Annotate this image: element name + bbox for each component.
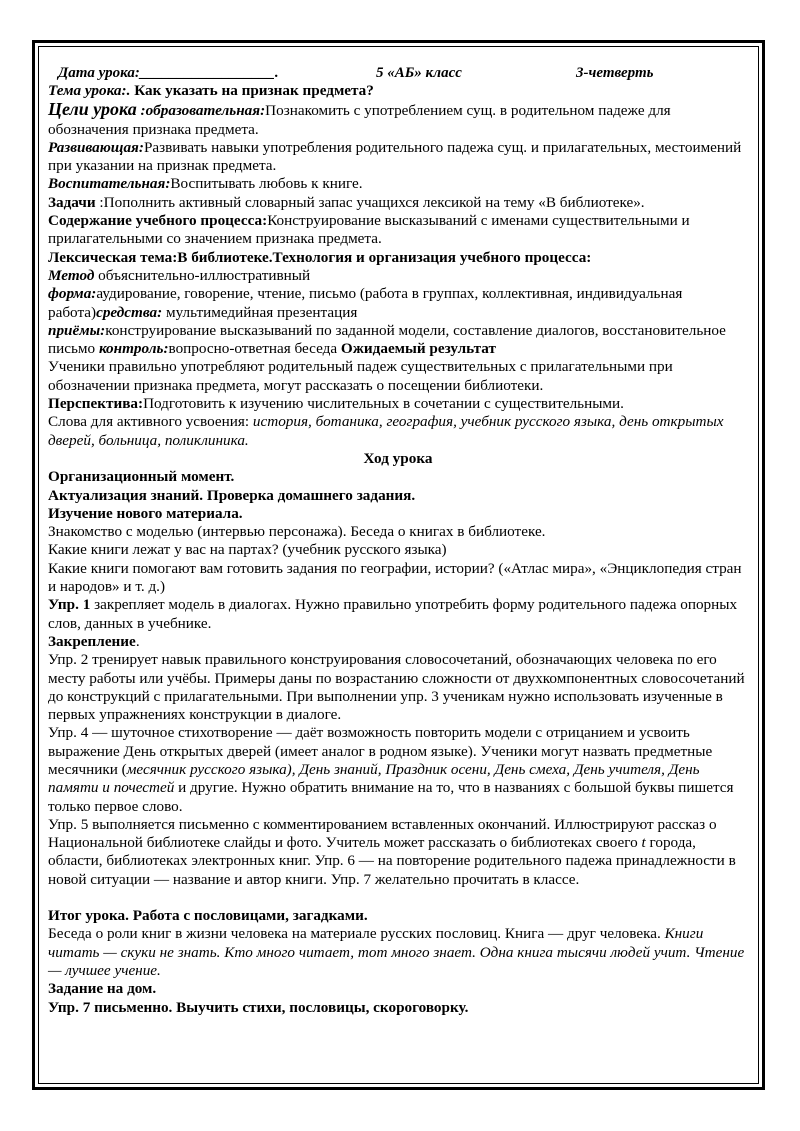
lesson-form: форма:аудирование, говорение, чтение, письмо (работа в группах, коллективная, индивидуальная работа)средства: мультимедийная презентация [48,285,683,321]
educational-goal: Воспитательная:Воспитывать любовь к книге. [48,175,363,193]
new-material-line: Знакомство с моделью (интервью персонажа). Беседа о книгах в библиотеке. [48,523,546,541]
exercise-4: Упр. 4 — шуточное стихотворение — даёт возможность повторить модели с отрицанием и усвоить выражение День открытых дверей (имеет аналог в родном языке). Ученики могут назвать предметные месячники (месячник русского языка), День знаний, Праздник осени, День смеха, День учителя, День памяти и почестей и другие. Нужно обратить внимание на то, что в названиях с большой буквы пишется только первое слово. [48,724,734,815]
lexical-topic: Лексическая тема:В библиотеке.Технология и организация учебного процесса: [48,248,592,266]
new-material-line: Какие книги помогают вам готовить задания по географии, истории? («Атлас мира», «Энциклопедия стран и народов» и т. д.) [48,559,742,596]
lesson-goals: Цели урока :образовательная:Познакомить с употреблением сущ. в родительном падеже для обозначения признака предмета. [48,99,671,138]
lesson-method: Метод объяснительно-иллюстративный [48,266,311,284]
exercise-2: Упр. 2 тренирует навык правильного конструирования словосочетаний, обозначающих человека по его месту работы или учёбы. Примеры даны по возрастанию сложности от двухкомпонентных словосочетаний до конструкций с прилагательными. При выполнении упр. 3 ученикам нужно использовать изученные в первых упражнениях конструкции в диалоге. [48,651,745,724]
exercise-1: Упр. 1 закрепляет модель в диалогах. Нужно правильно употребить форму родительного падежа опорных слов, данных в учебнике. [48,596,738,632]
lesson-header [48,62,748,82]
proverbs: Беседа о роли книг в жизни человека на материале русских пословиц. Книга — друг человека. Книги читать — скуки не знать. Кто много читает, тот много знает. Одна книга тысячи людей учит. Чтение — лучшее учение. [48,925,745,979]
org-moment: Организационный момент. [48,468,235,486]
perspective: Перспектива:Подготовить к изучению числительных в сочетании с существительными. [48,395,624,413]
lesson-date: Дата урока:__________________. [58,65,279,81]
lesson-techniques: приёмы:конструирование высказываний по заданной модели, составление диалогов, восстановительное письмо контроль:вопросно-ответная беседа Ожидаемый результат [48,321,726,358]
spacer [48,889,748,907]
consolidation-heading: Закрепление. [48,632,140,650]
new-material-line: Какие книги лежат у вас на партах? (учебник русского языка) [48,541,447,559]
lesson-class: 5 «АБ» класс [376,65,462,81]
homework-text: Упр. 7 письменно. Выучить стихи, пословицы, скороговорку. [48,998,469,1016]
lesson-tasks: Задачи :Пополнить активный словарный запас учащихся лексикой на тему «В библиотеке». [48,193,645,211]
developing-goal: Развивающая:Развивать навыки употребления родительного падежа сущ. и прилагательных, местоимений при указании на признак предмета. [48,138,742,175]
lesson-course-title: Ход урока [363,449,433,467]
content-process: Содержание учебного процесса:Конструирование высказываний с именами существительными и прилагательными со значением признака предмета. [48,212,690,248]
actualization: Актуализация знаний. Проверка домашнего задания. [48,486,416,504]
active-words: Слова для активного усвоения: история, ботаника, география, учебник русского языка, день открытых дверей, больница, поликлиника. [48,413,724,449]
lesson-plan [48,62,748,1017]
homework-heading: Задание на дом. [48,980,157,998]
expected-result: Ученики правильно употребляют родительный падеж существительных с прилагательными при обозначении признака предмета, могут рассказать о посещении библиотеки. [48,358,673,394]
new-material-heading: Изучение нового материала. [48,504,243,522]
exercise-5: Упр. 5 выполняется письменно с комментированием вставленных окончаний. Иллюстрируют рассказ о Национальной библиотеке слайды и фото. Учитель может рассказать о библиотеках своего t города, области, библиотеках электронных книг. Упр. 6 — на повторение родительного падежа принадлежности в новой ситуации — название и автор книги. Упр. 7 желательно прочитать в классе. [48,815,736,888]
lesson-quarter: 3-четверть [576,65,654,81]
lesson-topic: Тема урока:. Как указать на признак предмета? [48,82,374,99]
lesson-summary: Итог урока. Работа с пословицами, загадками. [48,907,368,925]
